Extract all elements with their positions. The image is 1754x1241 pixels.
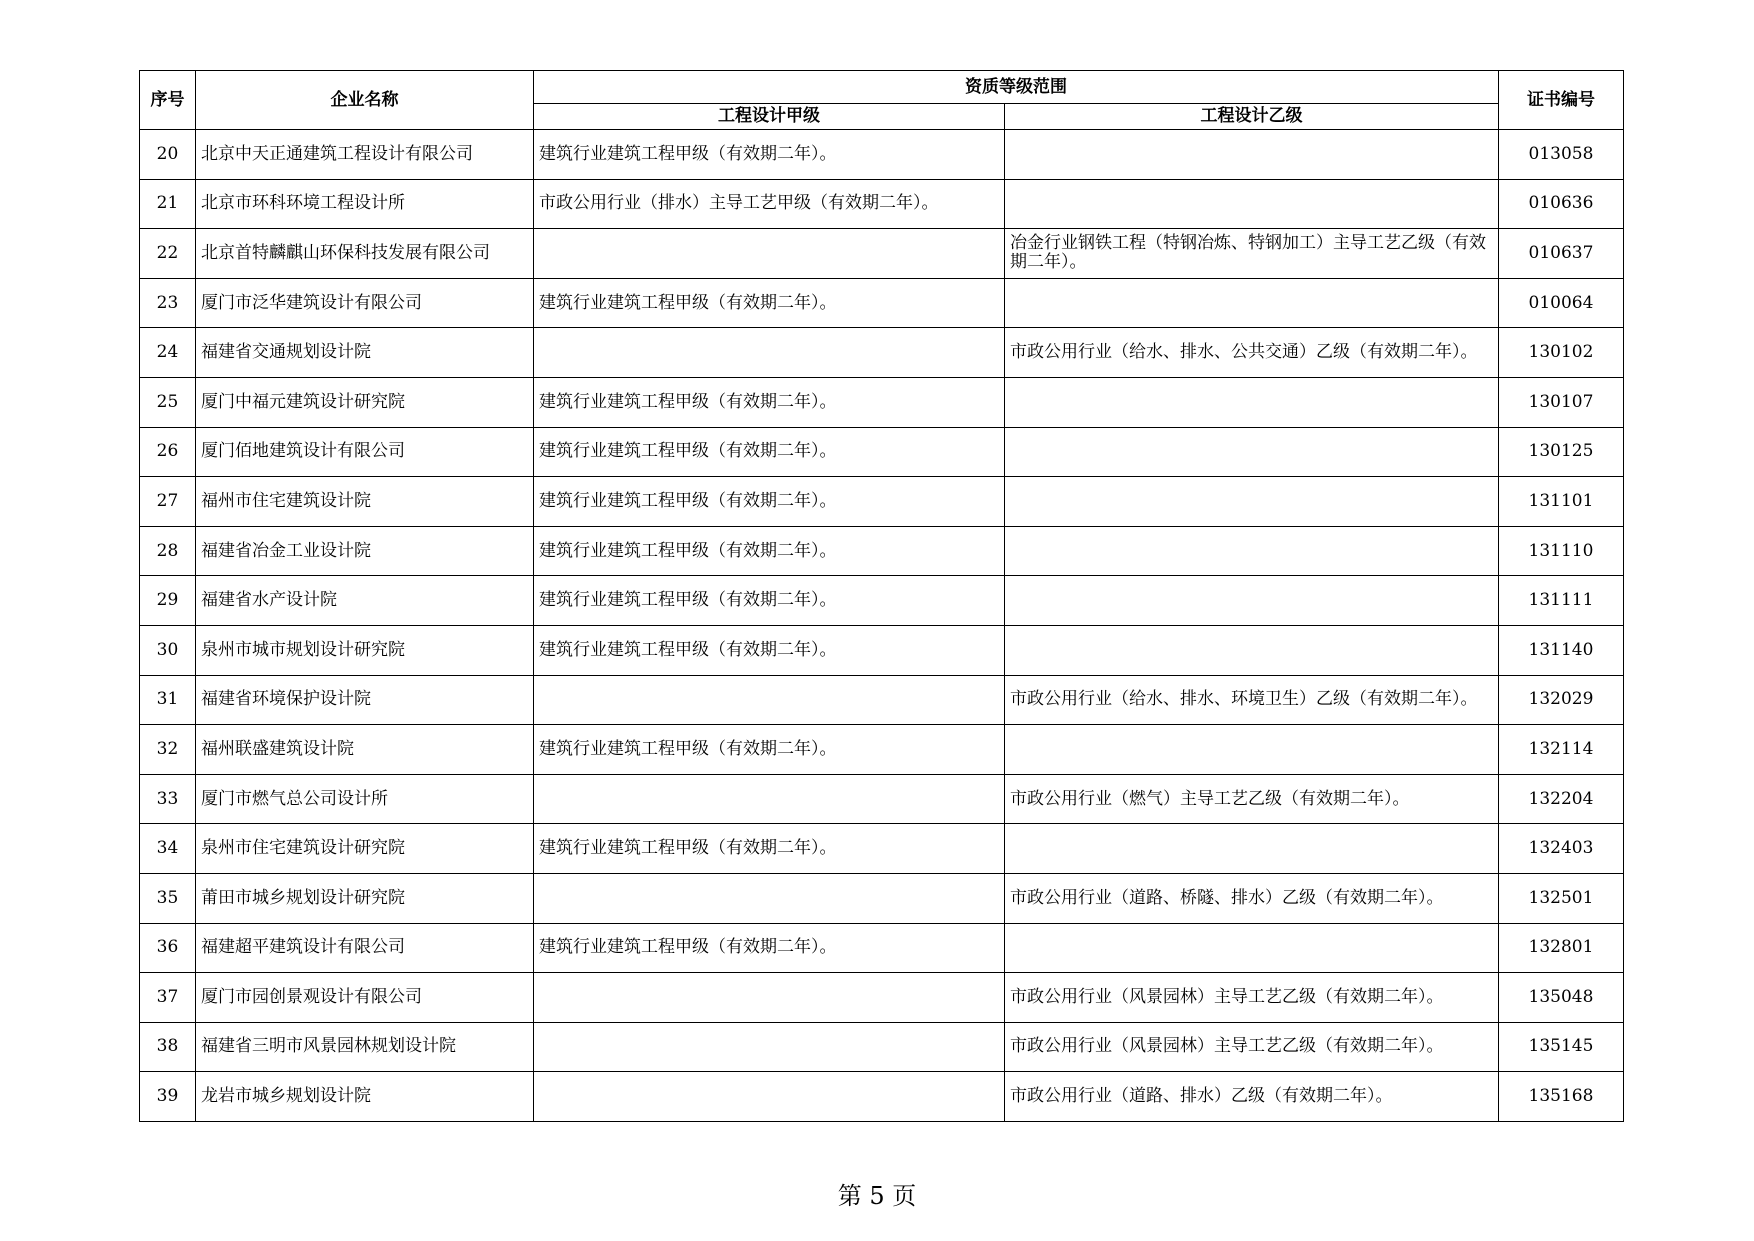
certificate-number-cell: 010064: [1499, 278, 1624, 328]
grade-a-cell: [534, 675, 1005, 725]
serial-number-cell: 30: [140, 625, 196, 675]
company-name-cell: 厦门佰地建筑设计有限公司: [196, 427, 534, 477]
company-name-cell: 福建省环境保护设计院: [196, 675, 534, 725]
grade-b-cell: [1005, 130, 1499, 180]
grade-a-cell: 建筑行业建筑工程甲级（有效期二年）。: [534, 427, 1005, 477]
grade-a-cell: [534, 328, 1005, 378]
table-row: [140, 973, 1624, 1023]
grade-b-cell: [1005, 427, 1499, 477]
company-name-cell: 莆田市城乡规划设计研究院: [196, 873, 534, 923]
certificate-number-cell: 132501: [1499, 873, 1624, 923]
grade-b-cell: [1005, 179, 1499, 229]
company-name-cell: 福州联盛建筑设计院: [196, 725, 534, 775]
serial-number-cell: 21: [140, 179, 196, 229]
serial-number-cell: 24: [140, 328, 196, 378]
certificate-number-cell: 131140: [1499, 625, 1624, 675]
table-row: [140, 427, 1624, 477]
serial-number-cell: 34: [140, 824, 196, 874]
grade-a-cell: 建筑行业建筑工程甲级（有效期二年）。: [534, 526, 1005, 576]
grade-b-cell: [1005, 477, 1499, 527]
grade-a-cell: 建筑行业建筑工程甲级（有效期二年）。: [534, 278, 1005, 328]
certificate-number-cell: 130102: [1499, 328, 1624, 378]
header-qualification-scope: 资质等级范围: [534, 71, 1499, 104]
certificate-number-cell: 135048: [1499, 973, 1624, 1023]
certificate-number-cell: 132403: [1499, 824, 1624, 874]
grade-a-cell: [534, 873, 1005, 923]
grade-a-cell: 建筑行业建筑工程甲级（有效期二年）。: [534, 477, 1005, 527]
grade-b-cell: 冶金行业钢铁工程（特钢冶炼、特钢加工）主导工艺乙级（有效期二年）。: [1005, 229, 1499, 279]
serial-number-cell: 29: [140, 576, 196, 626]
certificate-number-cell: 131101: [1499, 477, 1624, 527]
grade-b-cell: 市政公用行业（道路、排水）乙级（有效期二年）。: [1005, 1072, 1499, 1122]
table-row: [140, 130, 1624, 180]
certificate-number-cell: 010636: [1499, 179, 1624, 229]
certificate-number-cell: 132114: [1499, 725, 1624, 775]
header-grade-a: 工程设计甲级: [534, 104, 1005, 130]
grade-a-cell: 建筑行业建筑工程甲级（有效期二年）。: [534, 725, 1005, 775]
serial-number-cell: 33: [140, 774, 196, 824]
company-name-cell: 福建省交通规划设计院: [196, 328, 534, 378]
company-name-cell: 福建省三明市风景园林规划设计院: [196, 1022, 534, 1072]
grade-a-cell: [534, 973, 1005, 1023]
grade-b-cell: [1005, 923, 1499, 973]
company-name-cell: 北京中天正通建筑工程设计有限公司: [196, 130, 534, 180]
table-row: [140, 824, 1624, 874]
grade-b-cell: 市政公用行业（道路、桥隧、排水）乙级（有效期二年）。: [1005, 873, 1499, 923]
grade-b-cell: [1005, 625, 1499, 675]
grade-b-cell: 市政公用行业（风景园林）主导工艺乙级（有效期二年）。: [1005, 973, 1499, 1023]
table-row: [140, 377, 1624, 427]
company-name-cell: 北京市环科环境工程设计所: [196, 179, 534, 229]
table-row: [140, 477, 1624, 527]
table-row: [140, 923, 1624, 973]
certificate-number-cell: 131110: [1499, 526, 1624, 576]
table-body: [140, 130, 1624, 1122]
table-row: [140, 1022, 1624, 1072]
company-name-cell: 厦门中福元建筑设计研究院: [196, 377, 534, 427]
table-row: [140, 725, 1624, 775]
qualification-table: [139, 70, 1624, 1122]
grade-b-cell: [1005, 824, 1499, 874]
company-name-cell: 厦门市泛华建筑设计有限公司: [196, 278, 534, 328]
serial-number-cell: 31: [140, 675, 196, 725]
grade-b-cell: [1005, 377, 1499, 427]
grade-b-cell: [1005, 526, 1499, 576]
certificate-number-cell: 135145: [1499, 1022, 1624, 1072]
grade-a-cell: [534, 1072, 1005, 1122]
company-name-cell: 龙岩市城乡规划设计院: [196, 1072, 534, 1122]
certificate-number-cell: 013058: [1499, 130, 1624, 180]
grade-a-cell: 建筑行业建筑工程甲级（有效期二年）。: [534, 576, 1005, 626]
company-name-cell: 泉州市住宅建筑设计研究院: [196, 824, 534, 874]
grade-a-cell: 建筑行业建筑工程甲级（有效期二年）。: [534, 377, 1005, 427]
grade-b-cell: 市政公用行业（给水、排水、环境卫生）乙级（有效期二年）。: [1005, 675, 1499, 725]
grade-b-cell: 市政公用行业（燃气）主导工艺乙级（有效期二年）。: [1005, 774, 1499, 824]
certificate-number-cell: 130125: [1499, 427, 1624, 477]
company-name-cell: 厦门市园创景观设计有限公司: [196, 973, 534, 1023]
certificate-number-cell: 135168: [1499, 1072, 1624, 1122]
serial-number-cell: 20: [140, 130, 196, 180]
table-row: [140, 625, 1624, 675]
serial-number-cell: 38: [140, 1022, 196, 1072]
grade-a-cell: [534, 774, 1005, 824]
table-row: [140, 328, 1624, 378]
header-grade-b: 工程设计乙级: [1005, 104, 1499, 130]
certificate-number-cell: 132029: [1499, 675, 1624, 725]
company-name-cell: 泉州市城市规划设计研究院: [196, 625, 534, 675]
certificate-number-cell: 130107: [1499, 377, 1624, 427]
serial-number-cell: 32: [140, 725, 196, 775]
company-name-cell: 福建超平建筑设计有限公司: [196, 923, 534, 973]
serial-number-cell: 37: [140, 973, 196, 1023]
serial-number-cell: 27: [140, 477, 196, 527]
certificate-number-cell: 131111: [1499, 576, 1624, 626]
company-name-cell: 北京首特麟麒山环保科技发展有限公司: [196, 229, 534, 279]
table-row: [140, 526, 1624, 576]
certificate-number-cell: 132801: [1499, 923, 1624, 973]
grade-b-cell: [1005, 576, 1499, 626]
certificate-number-cell: 010637: [1499, 229, 1624, 279]
serial-number-cell: 39: [140, 1072, 196, 1122]
serial-number-cell: 22: [140, 229, 196, 279]
table-row: [140, 179, 1624, 229]
grade-b-cell: [1005, 278, 1499, 328]
grade-a-cell: [534, 1022, 1005, 1072]
serial-number-cell: 25: [140, 377, 196, 427]
grade-a-cell: 市政公用行业（排水）主导工艺甲级（有效期二年）。: [534, 179, 1005, 229]
header-certificate-number: 证书编号: [1499, 71, 1624, 130]
header-serial-number: 序号: [140, 71, 196, 130]
table-row: [140, 774, 1624, 824]
table-row: [140, 1072, 1624, 1122]
serial-number-cell: 23: [140, 278, 196, 328]
serial-number-cell: 28: [140, 526, 196, 576]
grade-a-cell: [534, 229, 1005, 279]
certificate-number-cell: 132204: [1499, 774, 1624, 824]
serial-number-cell: 36: [140, 923, 196, 973]
grade-a-cell: 建筑行业建筑工程甲级（有效期二年）。: [534, 625, 1005, 675]
grade-b-cell: 市政公用行业（给水、排水、公共交通）乙级（有效期二年）。: [1005, 328, 1499, 378]
company-name-cell: 福建省冶金工业设计院: [196, 526, 534, 576]
table-row: [140, 873, 1624, 923]
grade-b-cell: [1005, 725, 1499, 775]
serial-number-cell: 26: [140, 427, 196, 477]
table-row: [140, 576, 1624, 626]
grade-a-cell: 建筑行业建筑工程甲级（有效期二年）。: [534, 824, 1005, 874]
grade-b-cell: 市政公用行业（风景园林）主导工艺乙级（有效期二年）。: [1005, 1022, 1499, 1072]
company-name-cell: 厦门市燃气总公司设计所: [196, 774, 534, 824]
company-name-cell: 福州市住宅建筑设计院: [196, 477, 534, 527]
company-name-cell: 福建省水产设计院: [196, 576, 534, 626]
table-row: [140, 229, 1624, 279]
header-company-name: 企业名称: [196, 71, 534, 130]
grade-a-cell: 建筑行业建筑工程甲级（有效期二年）。: [534, 130, 1005, 180]
table-row: [140, 278, 1624, 328]
table-row: [140, 675, 1624, 725]
grade-a-cell: 建筑行业建筑工程甲级（有效期二年）。: [534, 923, 1005, 973]
page-number: 第 5 页: [837, 1182, 917, 1210]
serial-number-cell: 35: [140, 873, 196, 923]
